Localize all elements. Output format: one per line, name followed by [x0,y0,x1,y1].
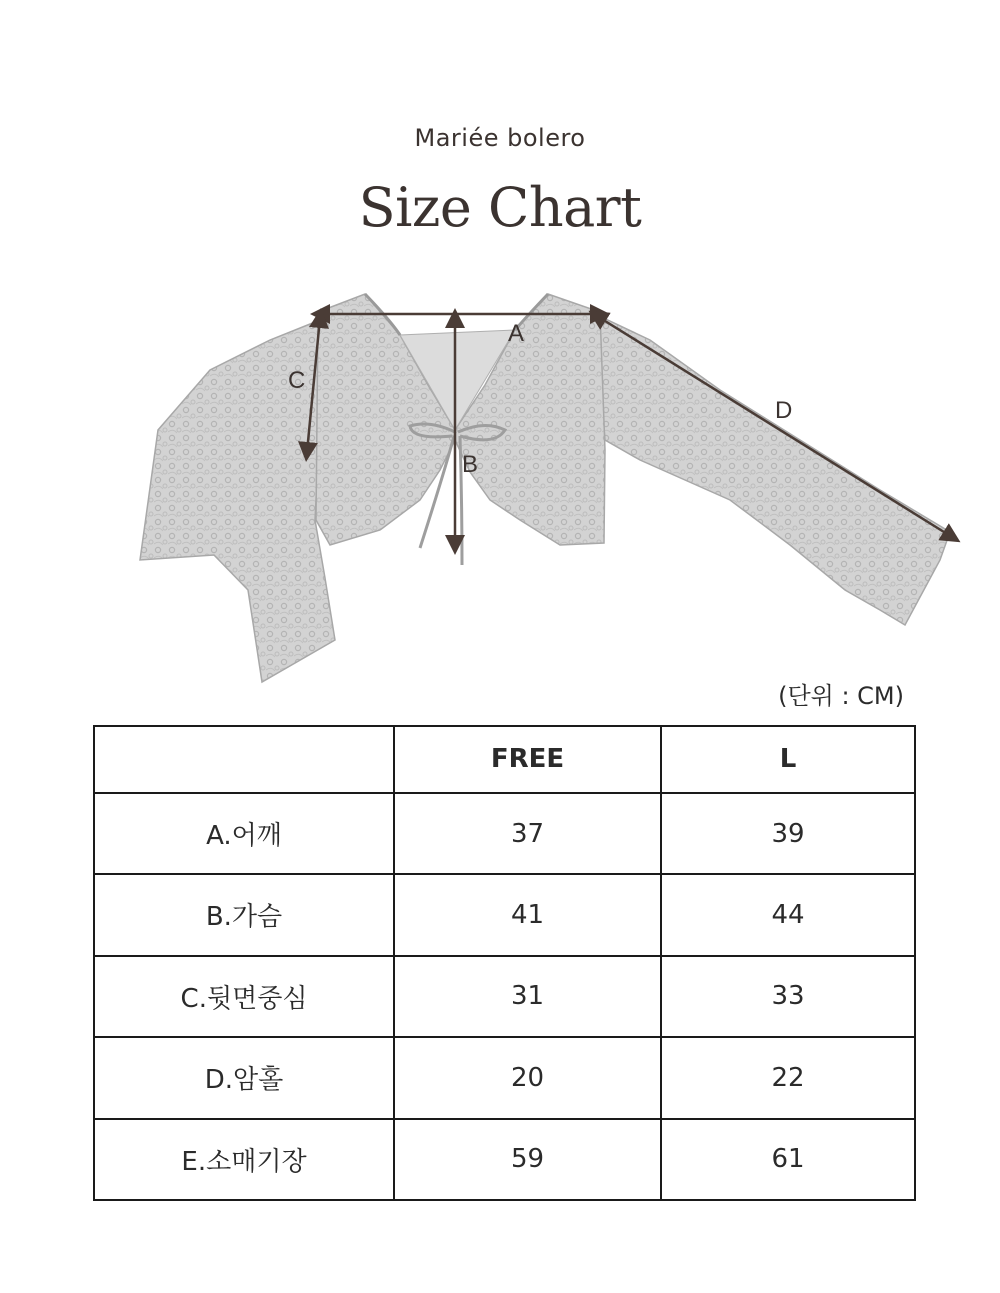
table-row [94,956,915,1037]
table-header-row [94,726,915,793]
cell-l: 33 [661,956,915,1037]
right-sleeve [595,314,950,625]
label-b: B [462,451,479,478]
label-d: D [775,397,793,424]
table-row [94,793,915,874]
row-label: A.어깨 [94,793,394,874]
left-sleeve [140,318,335,682]
label-c: C [288,367,306,394]
cell-free: 20 [394,1037,661,1118]
unit-note: (단위 : CM) [778,682,904,710]
cell-free: 31 [394,956,661,1037]
cell-l: 22 [661,1037,915,1118]
cell-l: 61 [661,1119,915,1201]
garment-diagram [0,280,1000,700]
cell-free: 59 [394,1119,661,1201]
row-label: E.소매기장 [94,1119,394,1201]
table-row [94,1037,915,1118]
cell-l: 44 [661,874,915,955]
bolero-illustration [140,294,950,682]
label-a: A [508,320,525,347]
cell-free: 37 [394,793,661,874]
header-l: L [661,726,915,793]
row-label: C.뒷면중심 [94,956,394,1037]
table-row [94,1119,915,1201]
row-label: D.암홀 [94,1037,394,1118]
table-row [94,874,915,955]
header-free: FREE [394,726,661,793]
size-table [93,725,916,1201]
header-blank [94,726,394,793]
page-title: Size Chart [358,176,642,239]
cell-l: 39 [661,793,915,874]
row-label: B.가슴 [94,874,394,955]
product-name: Mariée bolero [414,124,586,152]
cell-free: 41 [394,874,661,955]
